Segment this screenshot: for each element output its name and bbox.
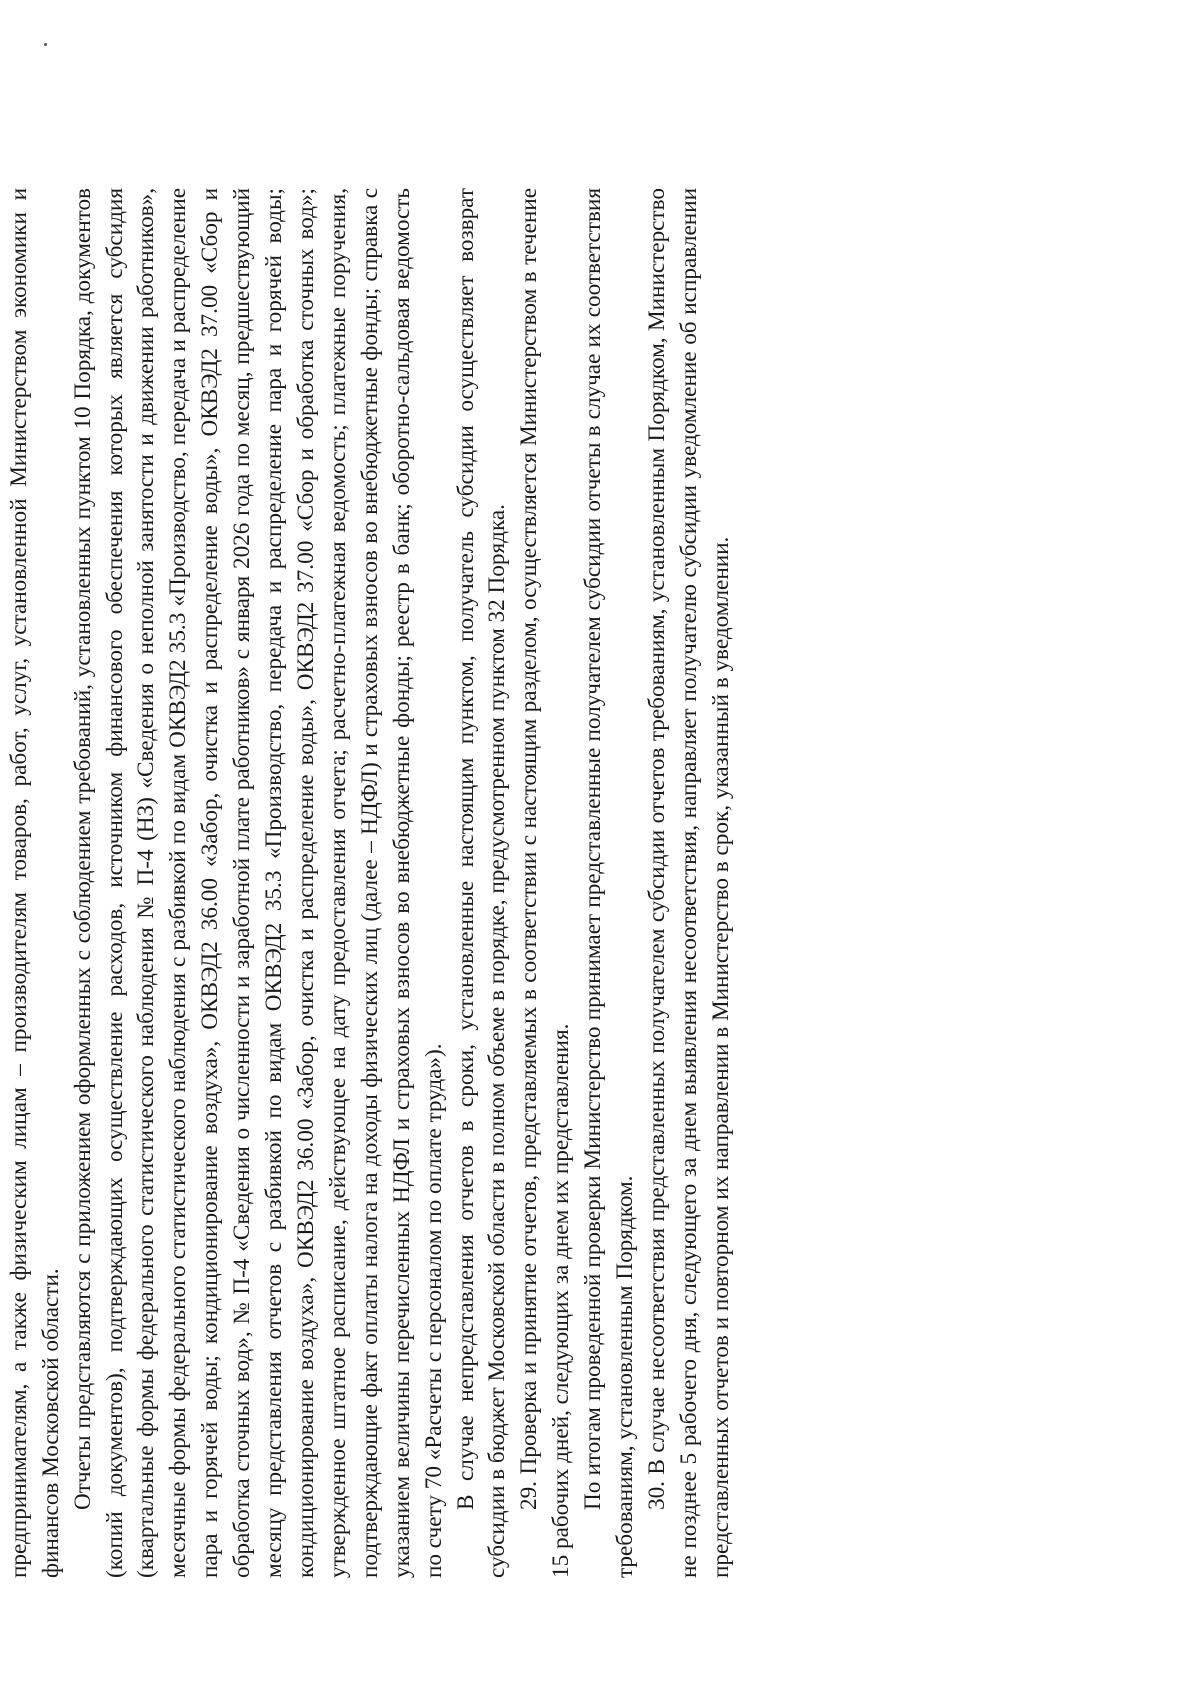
paragraph-non-submission: В случае непредставления отчетов в сроки, установленные настоящим пунктом, получатель субсидии осуществляет возврат субсидии в бюджет Московской области в полном объеме в порядке, предусмотренном пунктом 32 Порядка.: [452, 188, 511, 1578]
paragraph-report-attachments: Отчеты представляются с приложением оформленных с соблюдением требований, установленных пунктом 10 Порядка, документов (копий документов), подтверждающих осуществление расходов, источником финансового обеспечения которых является субсидия (квартальные формы федерального статистического наблюдения № П-4 (НЗ) «Сведения о неполной занятости и движении работников», месячные формы федерального статистического наблюдения с разбивкой по видам ОКВЭД2 35.3 «Производство, передача и распределение пара и горячей воды; кондиционирование воздуха», ОКВЭД2 36.00 «Забор, очистка и распределение воды», ОКВЭД2 37.00 «Сбор и обработка сточных вод», № П-4 «Сведения о численности и заработной плате работников» с января 2026 года по месяц, предшествующий месяцу представления отчетов с разбивкой по видам ОКВЭД2 35.3 «Производство, передача и распределение пара и горячей воды; кондиционирование воздуха», ОКВЭД2 36.00 «Забор, очистка и распределение воды», ОКВЭД2 37.00 «Сбор и обработка сточных вод»; утвержденное штатное расписание, действующее на дату предоставления отчета; расчетно-платежная ведомость; платежные поручения, подтверждающие факт оплаты налога на доходы физических лиц (далее – НДФЛ) и страховых взносов во внебюджетные фонды; справка с указанием величины перечисленных НДФЛ и страховых взносов во внебюджетные фонды; реестр в банк; оборотно-сальдовая ведомость по счету 70 «Расчеты с персоналом по оплате труда»).: [69, 188, 447, 1578]
paragraph-clause-29: 29. Проверка и принятие отчетов, представляемых в соответствии с настоящим разделом, осуществляется Министерством в течение 15 рабочих дней, следующих за днем их представления.: [516, 188, 575, 1578]
paragraph-clause-30: 30. В случае несоответствия представленных получателем субсидии отчетов требованиям, установленным Порядком, Министерство не позднее 5 рабочего дня, следующего за днем выявления несоответствия, направляет получателю субсидии уведомление об исправлении представленных отчетов и повторном их направлении в Министерство в срок, указанный в уведомлении.: [643, 188, 734, 1578]
paragraph-report-forms: предпринимателям, а также физическим лицам – производителям товаров, работ, услуг, установленной Министерством экономики и финансов Московской области.: [5, 188, 64, 1578]
body-text: [0, 188, 738, 1578]
rotated-page-content: [0, 188, 860, 1578]
paragraph-check-results: По итогам проведенной проверки Министерство принимает представленные получателем субсидии отчеты в случае их соответствия требованиям, установленным Порядком.: [580, 188, 639, 1578]
scan-speck: [44, 43, 47, 46]
